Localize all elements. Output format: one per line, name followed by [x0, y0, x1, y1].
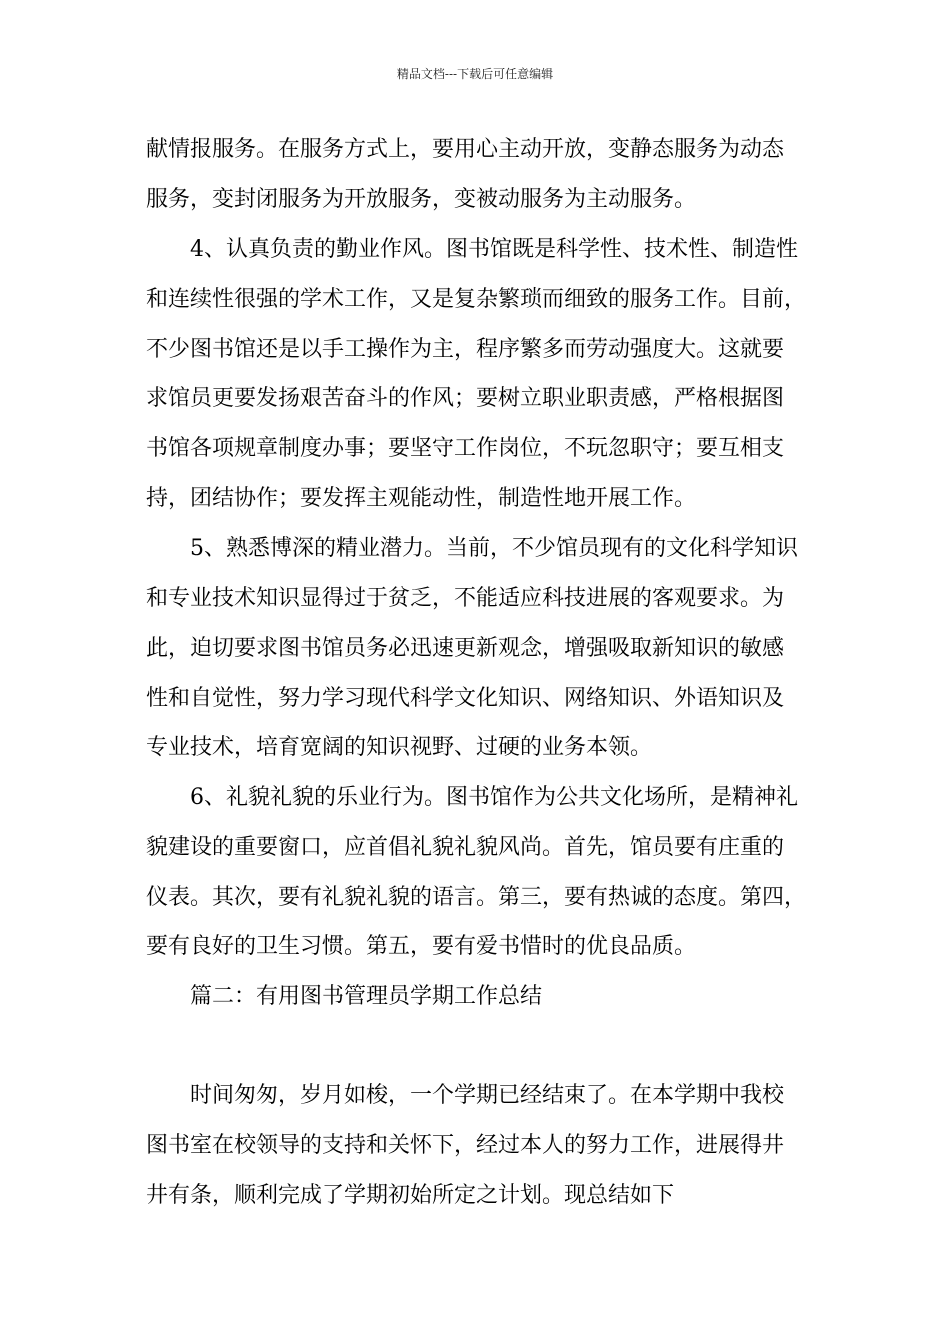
text-line: 服务，变封闭服务为开放服务，变被动服务为主动服务。	[146, 187, 697, 212]
text-line: 求馆员更要发扬艰苦奋斗的作风；要树立职业职责感，严格根据图	[146, 386, 785, 411]
text-line: 性和自觉性，努力学习现代科学文化知识、网络知识、外语知识及	[146, 686, 785, 711]
text-line: 和专业技术知识显得过于贫乏，不能适应科技进展的客观要求。为	[146, 586, 785, 611]
text-line: 要有良好的卫生习惯。第五，要有爱书惜时的优良品质。	[146, 934, 697, 959]
text-line: 井有条，顺利完成了学期初始所定之计划。现总结如下	[146, 1183, 675, 1208]
text-line: 不少图书馆还是以手工操作为主，程序繁多而劳动强度大。这就要	[146, 337, 785, 362]
text-line: 和连续性很强的学术工作，又是复杂繁琐而细致的服务工作。目前，	[146, 287, 807, 312]
text-line: 献情报服务。在服务方式上，要用心主动开放，变静态服务为动态	[146, 137, 785, 162]
paragraph-5-start: 5、熟悉博深的精业潜力。当前，不少馆员现有的文化科学知识	[146, 536, 798, 561]
text-line: 图书室在校领导的支持和关怀下，经过本人的努力工作，进展得井	[146, 1133, 785, 1158]
section-heading: 篇二：有用图书管理员学期工作总结	[146, 984, 543, 1009]
paragraph-summary-start: 时间匆匆，岁月如梭，一个学期已经结束了。在本学期中我校	[146, 1083, 785, 1108]
paragraph-6-start: 6、礼貌礼貌的乐业行为。图书馆作为公共文化场所，是精神礼	[146, 785, 798, 810]
page-header: 精品文档---下载后可任意编辑	[396, 67, 554, 81]
text-line: 此，迫切要求图书馆员务必迅速更新观念，增强吸取新知识的敏感	[146, 636, 785, 661]
text-line: 持，团结协作；要发挥主观能动性，制造性地开展工作。	[146, 486, 697, 511]
text-line: 仪表。其次，要有礼貌礼貌的语言。第三，要有热诚的态度。第四，	[146, 885, 807, 910]
text-line: 貌建设的重要窗口，应首倡礼貌礼貌风尚。首先，馆员要有庄重的	[146, 835, 785, 860]
text-line: 书馆各项规章制度办事；要坚守工作岗位，不玩忽职守；要互相支	[146, 436, 785, 461]
text-line: 专业技术，培育宽阔的知识视野、过硬的业务本领。	[146, 735, 653, 760]
paragraph-4-start: 4、认真负责的勤业作风。图书馆既是科学性、技术性、制造性	[146, 237, 798, 262]
